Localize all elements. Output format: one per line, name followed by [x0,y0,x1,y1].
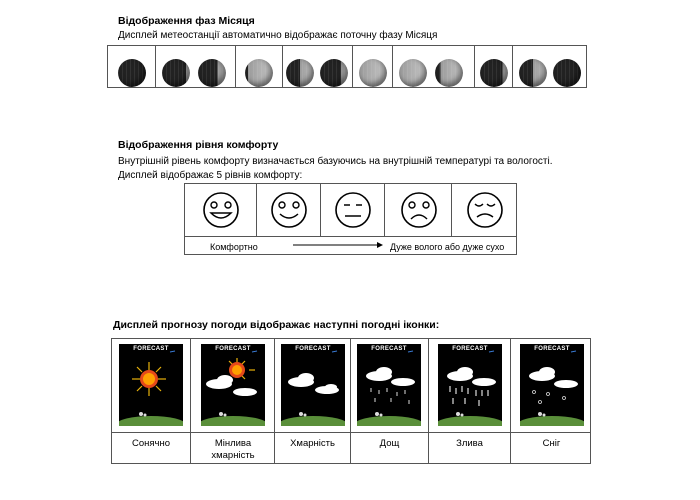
comfort-section-line2: Дисплей відображає 5 рівнів комфорту: [118,170,303,181]
new-moon-icon [118,59,146,87]
forecast-label: Хмарність [290,438,335,449]
heavy-rain-icon [438,344,502,426]
comfort-cell [385,184,452,236]
forecast-header: FORECAST [452,346,488,352]
comfort-cell [321,184,385,236]
moon-cell [156,46,236,87]
moon-phase-strip [107,45,587,88]
comfort-divider [185,236,516,237]
forecast-header: FORECAST [133,346,169,352]
forecast-header: FORECAST [371,346,407,352]
sun-cloud-icon [201,344,265,426]
neutral-face-icon [321,184,385,236]
forecast-label: Злива [456,438,483,449]
last-quarter-icon [519,59,547,87]
forecast-header: FORECAST [215,346,251,352]
happy-face-icon [257,184,321,236]
forecast-label: Дощ [379,438,400,449]
unhappy-face-icon [452,184,518,236]
forecast-cell [275,339,351,463]
forecast-cell [191,339,275,463]
moon-cell [513,46,588,87]
comfort-cell [257,184,321,236]
forecast-cell [511,339,592,463]
waxing-crescent-icon [162,59,190,87]
new-moon-icon [553,59,581,87]
first-quarter-icon [198,59,226,87]
cloud-icon [281,344,345,426]
sad-face-icon [385,184,452,236]
comfort-left-caption: Комфортно [210,242,258,252]
forecast-label: Сніг [542,438,561,449]
comfort-level-table [184,183,517,255]
forecast-header: FORECAST [534,346,570,352]
forecast-label: Мінлива хмарність [211,438,255,461]
forecast-cell [351,339,429,463]
waning-crescent-icon [480,59,508,87]
moon-cell [108,46,156,87]
waning-gibbous-icon [435,59,463,87]
comfort-cell [185,184,257,236]
moon-cell [283,46,353,87]
comfort-cell [452,184,518,236]
rain-icon [357,344,421,426]
first-quarter-icon [286,59,314,87]
forecast-header: FORECAST [295,346,331,352]
sun-icon [119,344,183,426]
moon-cell [393,46,475,87]
comfort-section-title: Відображення рівня комфорту [118,139,279,151]
waxing-gibbous-icon [245,59,273,87]
moon-cell [475,46,513,87]
moon-cell [353,46,393,87]
full-moon-icon [399,59,427,87]
forecast-label: Сонячно [131,438,170,449]
full-moon-icon [359,59,387,87]
waxing-crescent-icon [320,59,348,87]
comfort-right-caption: Дуже волого або дуже сухо [390,242,505,252]
moon-section-title: Відображення фаз Місяця [118,15,255,27]
forecast-icon-table [111,338,591,464]
comfort-section-line1: Внутрішній рівень комфорту визначається базуючись на внутрішній температурі та вологості. [118,156,553,167]
forecast-cell [112,339,191,463]
very-happy-face-icon [185,184,257,236]
snow-icon [520,344,584,426]
moon-cell [236,46,283,87]
arrow-right-icon [293,240,383,250]
forecast-section-title: Дисплей прогнозу погоди відображає наступні погодні іконки: [113,319,440,331]
forecast-cell [429,339,511,463]
moon-section-description: Дисплей метеостанції автоматично відображає поточну фазу Місяця [118,30,438,41]
